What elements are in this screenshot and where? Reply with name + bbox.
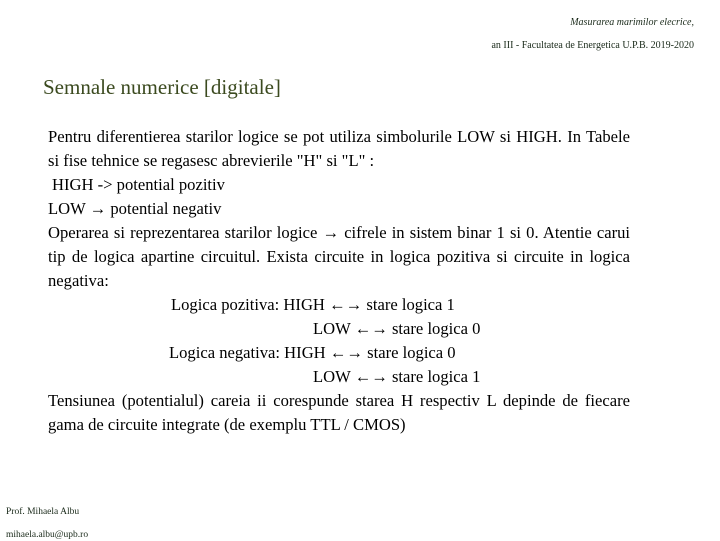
- high-definition-line: HIGH -> potential pozitiv: [52, 175, 225, 194]
- negative-logic-high-line: Logica negativa: HIGH ←→ stare logica 0: [169, 343, 456, 362]
- course-name: Masurarea marimilor elecrice,: [570, 17, 694, 28]
- slide-footer: [6, 506, 88, 541]
- course-affiliation: an III - Facultatea de Energetica U.P.B. 2019-2020: [491, 40, 694, 51]
- slide-body: [48, 125, 630, 437]
- positive-logic-low-line: LOW ←→ stare logica 0: [313, 319, 481, 338]
- voltage-paragraph: Tensiunea (potentialul) careia ii corespunde starea H respectiv L depinde de fiecare gama de circuite integrate (de exemplu TTL / CMOS): [48, 391, 630, 434]
- intro-paragraph: Pentru diferentierea starilor logice se pot utiliza simbolurile LOW si HIGH. In Tabele si fise tehnice se regasesc abrevierile "H" si "L" :: [48, 127, 630, 170]
- author-name: Prof. Mihaela Albu: [6, 507, 80, 517]
- author-email: mihaela.albu@upb.ro: [6, 530, 89, 540]
- slide-title: Semnale numerice [digitale]: [43, 75, 281, 99]
- slide-header: [491, 16, 694, 53]
- low-definition-line: LOW → potential negativ: [48, 199, 222, 218]
- positive-logic-high-line: Logica pozitiva: HIGH ←→ stare logica 1: [171, 295, 455, 314]
- logic-operation-paragraph: Operarea si reprezentarea starilor logice → cifrele in sistem binar 1 si 0. Atentie carui tip de logica apartine circuitul. Exista circuite in logica pozitiva si circuite in logica negativa:: [48, 223, 630, 290]
- negative-logic-low-line: LOW ←→ stare logica 1: [313, 367, 481, 386]
